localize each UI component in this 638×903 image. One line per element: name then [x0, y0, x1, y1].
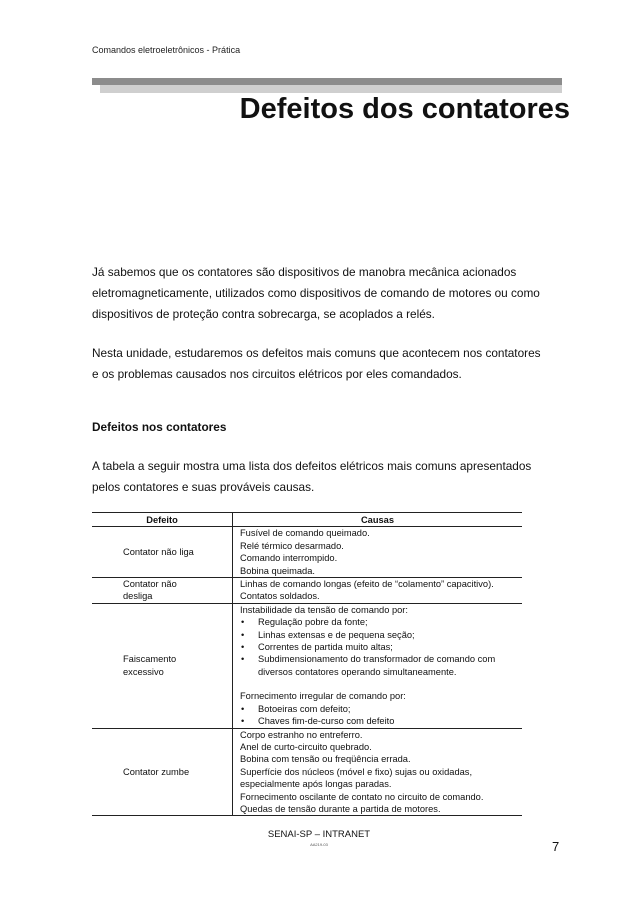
defect-cell: Contator não liga — [92, 527, 233, 578]
bullet-item: • Subdimensionamento do transformador de comando com — [240, 653, 522, 665]
header-bar-dark — [92, 78, 562, 85]
bullet-item: • Linhas extensas e de pequena seção; — [240, 629, 522, 641]
defect-line: Faiscamento — [123, 654, 177, 665]
running-header: Comandos eletroeletrônicos - Prática — [92, 45, 241, 55]
cause-line: Quedas de tensão durante a partida de motores. — [240, 803, 441, 814]
text-line: e os problemas causados nos circuitos elétricos por eles comandados. — [92, 367, 462, 381]
cause-line: Anel de curto-circuito quebrado. — [240, 741, 372, 752]
cause-line: Bobina queimada. — [240, 565, 315, 576]
text-line: eletromagneticamente, utilizados como dispositivos de comando de motores ou como — [92, 286, 540, 300]
cause-intro: Instabilidade da tensão de comando por: — [240, 604, 408, 615]
causes-cell — [233, 603, 523, 728]
causes-cell — [233, 527, 523, 578]
defect-line: excessivo — [123, 666, 164, 677]
cause-line: Contatos soldados. — [240, 591, 320, 602]
cause-line: Comando interrompido. — [240, 553, 338, 564]
text-line: Já sabemos que os contatores são dispositivos de manobra mecânica acionados — [92, 265, 517, 279]
bullet-item: • Chaves fim-de-curso com defeito — [240, 715, 522, 727]
bullet-item: • Correntes de partida muito altas; — [240, 641, 522, 653]
header-bar-light — [100, 85, 562, 93]
column-header-causas: Causas — [233, 513, 523, 527]
footer-org: SENAI-SP – INTRANET — [267, 829, 371, 840]
cause-line: Superfície dos núcleos (móvel e fixo) sujas ou oxidadas, — [240, 766, 473, 777]
table-row — [92, 728, 522, 816]
bullet-continuation: diversos contatores operando simultaneamente. — [258, 666, 457, 677]
bullet-item: • Regulação pobre da fonte; — [240, 616, 522, 628]
defects-table — [92, 512, 522, 816]
defect-cell — [92, 578, 233, 604]
table-row — [92, 603, 522, 728]
text-line: pelos contatores e suas prováveis causas. — [92, 480, 315, 494]
cause-line: Corpo estranho no entreferro. — [240, 729, 363, 740]
text-line: Nesta unidade, estudaremos os defeitos mais comuns que acontecem nos contatores — [92, 346, 541, 360]
cause-line: Linhas de comando longas (efeito de “colamento” capacitivo). — [240, 579, 494, 590]
causes-cell — [233, 578, 523, 604]
text-line: A tabela a seguir mostra uma lista dos defeitos elétricos mais comuns apresentados — [92, 459, 532, 473]
cause-line: Fornecimento oscilante de contato no circuito de comando. — [240, 791, 484, 802]
column-header-defeito: Defeito — [92, 513, 233, 527]
intro-paragraph-1 — [92, 262, 567, 325]
cause-line: Relé térmico desarmado. — [240, 540, 344, 551]
cause-line: Fusível de comando queimado. — [240, 528, 370, 539]
spacer — [240, 678, 522, 690]
text-line: dispositivos de proteção contra sobrecarga, se acoplados a relés. — [92, 307, 435, 321]
defect-cell: Contator zumbe — [92, 728, 233, 816]
cause-line: Bobina com tensão ou freqüência errada. — [240, 754, 411, 765]
section-heading: Defeitos nos contatores — [92, 420, 227, 434]
bullet-item: • Botoeiras com defeito; — [240, 703, 522, 715]
cause-line: especialmente após longas paradas. — [240, 779, 392, 790]
defect-line: desliga — [123, 591, 153, 602]
defect-cell — [92, 603, 233, 728]
page-number: 7 — [552, 839, 560, 854]
section-paragraph — [92, 456, 567, 498]
table-row — [92, 527, 522, 578]
defect-line: Contator não — [123, 579, 177, 590]
causes-cell — [233, 728, 523, 816]
table-row — [92, 578, 522, 604]
intro-paragraph-2 — [92, 343, 567, 385]
cause-intro: Fornecimento irregular de comando por: — [240, 691, 406, 702]
table-header-row — [92, 513, 522, 527]
footer-code: AA219-03 — [310, 842, 328, 847]
page-title: Defeitos dos contatores — [239, 93, 570, 125]
